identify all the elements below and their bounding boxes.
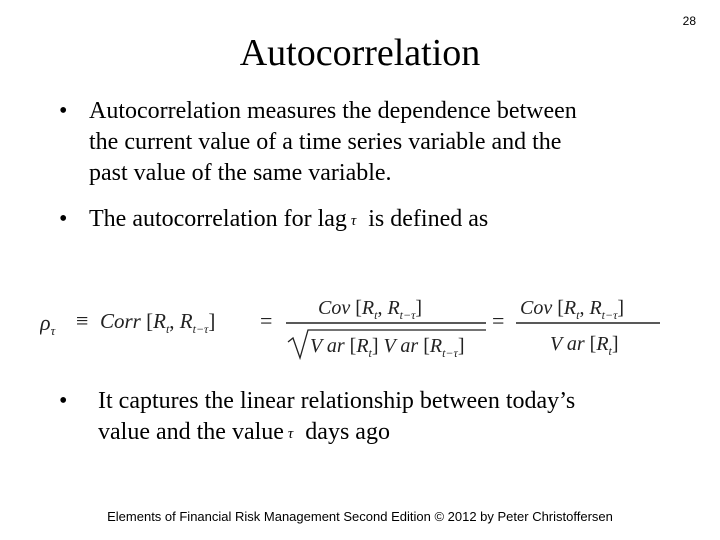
bullet-line: past value of the same variable. xyxy=(89,160,392,186)
bullet-line: Autocorrelation measures the dependence between xyxy=(89,98,577,124)
bullet-icon: • xyxy=(59,388,68,414)
slide-title: Autocorrelation xyxy=(239,32,481,74)
formula-cov-numerator: Cov [$R_t$, $R_{t-\tau}$] xyxy=(318,297,423,322)
bullet-line: the current value of a time series variable and the xyxy=(89,129,562,155)
slide-footer: Elements of Financial Risk Management Second Edition © 2012 by Peter Christoffersen xyxy=(107,509,613,524)
page-number: 28 xyxy=(682,14,696,28)
formula-equals: = xyxy=(260,308,273,333)
bullet-text: days ago xyxy=(305,419,390,445)
bullet-icon: • xyxy=(59,206,68,232)
bullet-line: It captures the linear relationship between today’s xyxy=(98,388,576,414)
bullet-linear-relationship xyxy=(59,386,699,450)
bullet-text: value and the value xyxy=(98,419,284,445)
formula-equiv: ≡ xyxy=(76,308,89,333)
autocorrelation-formula xyxy=(40,284,680,364)
formula-rho: $\rho_\tau$ xyxy=(40,310,56,338)
bullet-lag xyxy=(59,204,699,237)
bullet-icon: • xyxy=(59,98,68,124)
bullet-line xyxy=(59,417,699,450)
bullet-text: is defined as xyxy=(368,206,489,232)
formula-var-denominator: V ar $[R_t]$ V ar $[R_{t-\tau}]$ xyxy=(310,335,465,360)
bullet-definition xyxy=(59,96,699,189)
formula-equals: = xyxy=(492,308,505,333)
tau-symbol: τ xyxy=(350,213,357,229)
bullet-text: The autocorrelation for lag xyxy=(89,206,347,232)
tau-symbol: τ xyxy=(287,426,294,442)
formula-var-denominator: V ar $[R_t]$ xyxy=(550,333,619,358)
formula-cov-numerator: Cov [$R_t$, $R_{t-\tau}$] xyxy=(520,297,625,322)
bullet-line xyxy=(59,204,699,237)
formula-corr: Corr [$R_t$, $R_{t-\tau}$] xyxy=(100,309,216,336)
